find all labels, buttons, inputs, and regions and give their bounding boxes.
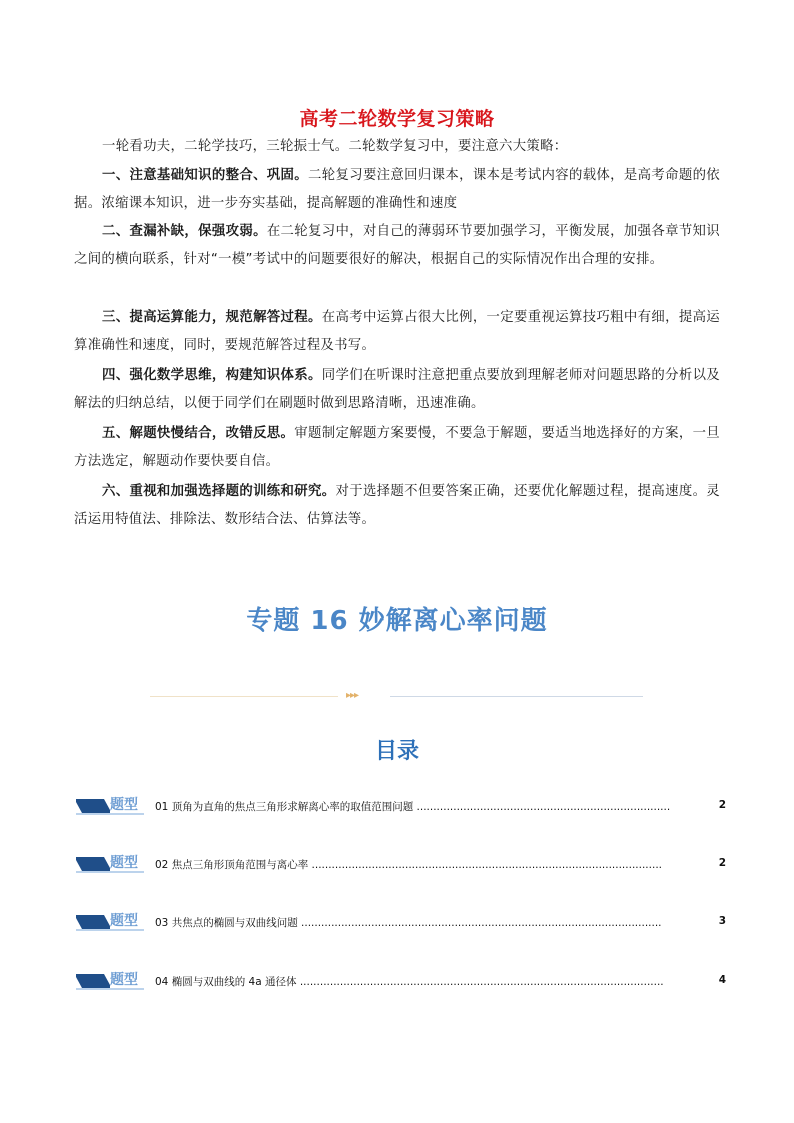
toc-entry[interactable] <box>76 971 726 991</box>
toc-entry[interactable] <box>76 854 726 874</box>
strategy-item-2 <box>74 218 720 274</box>
toc-entry-page: 2 <box>718 857 726 869</box>
strategy-item-text: 二轮复习要注意回归课本，课本是考试内容的载体，是高考命题的依据。浓缩课本知识，进一步夯实基础，提高解题的准确性和速度 <box>74 168 720 211</box>
divider-line-left <box>150 696 338 697</box>
question-type-badge <box>76 971 146 991</box>
strategy-item-5 <box>74 420 720 476</box>
strategy-item-text: 在二轮复习中，对自己的薄弱环节要加强学习，平衡发展，加强各章节知识之间的横向联系，针对“一模”考试中的问题要很好的解决，根据自己的实际情况作出合理的安排。 <box>74 224 720 267</box>
divider-arrows-icon: ▸▸▸ <box>346 690 359 701</box>
strategy-item-text: 对于选择题不但要答案正确，还要优化解题过程，提高速度。灵活运用特值法、排除法、数形结合法、估算法等。 <box>74 484 720 527</box>
topic-title: 专题 16 妙解离心率问题 <box>246 606 548 636</box>
strategy-item-text: 审题制定解题方案要慢，不要急于解题，要适当地选择好的方案，一旦方法选定，解题动作要快要自信。 <box>74 426 720 469</box>
strategy-item-4 <box>74 362 720 418</box>
badge-label: 题型 <box>110 855 138 871</box>
strategy-intro: 一轮看功夫，二轮学技巧，三轮振士气。二轮数学复习中，要注意六大策略： <box>102 139 568 154</box>
strategy-item-6 <box>74 478 720 534</box>
strategy-item-lead: 四、强化数学思维，构建知识体系。 <box>102 368 322 383</box>
toc-entry[interactable] <box>76 796 726 816</box>
toc-entry-label: 02 焦点三角形顶角范围与离心率 ......................................................................................................... <box>155 859 662 871</box>
strategy-item-3 <box>74 304 720 360</box>
badge-label: 题型 <box>110 797 138 813</box>
toc-entry-label: 04 椭圆与双曲线的 4a 通径体 ............................................................................................................. <box>155 976 664 988</box>
question-type-badge <box>76 854 146 874</box>
strategy-item-lead: 六、重视和加强选择题的训练和研究。 <box>102 484 336 499</box>
toc-entry-page: 3 <box>718 915 726 927</box>
badge-label: 题型 <box>110 972 138 988</box>
badge-label: 题型 <box>110 913 138 929</box>
toc-entry-label: 03 共焦点的椭圆与双曲线问题 ............................................................................................................ <box>155 917 662 929</box>
strategy-title: 高考二轮数学复习策略 <box>299 108 495 130</box>
title-divider <box>150 690 645 704</box>
toc-title: 目录 <box>374 739 419 764</box>
strategy-item-lead: 一、注意基础知识的整合、巩固。 <box>102 168 309 183</box>
toc-entry-page: 2 <box>718 799 726 811</box>
divider-line-right <box>390 696 643 697</box>
toc-entry[interactable] <box>76 912 726 932</box>
strategy-item-text: 同学们在听课时注意把重点要放到理解老师对问题思路的分析以及解法的归纳总结，以便于同学们在刷题时做到思路清晰，迅速准确。 <box>74 368 720 411</box>
question-type-badge <box>76 796 146 816</box>
strategy-item-lead: 二、查漏补缺，保强攻弱。 <box>102 224 267 239</box>
strategy-item-lead: 五、解题快慢结合，改错反思。 <box>102 426 295 441</box>
toc-entry-page: 4 <box>718 974 726 986</box>
strategy-item-lead: 三、提高运算能力，规范解答过程。 <box>102 310 322 325</box>
strategy-item-text: 在高考中运算占很大比例，一定要重视运算技巧粗中有细，提高运算准确性和速度，同时，要规范解答过程及书写。 <box>74 310 720 353</box>
strategy-item-1 <box>74 162 720 218</box>
toc-entry-label: 01 顶角为直角的焦点三角形求解离心率的取值范围问题 ............................................................................ <box>155 801 671 813</box>
question-type-badge <box>76 912 146 932</box>
